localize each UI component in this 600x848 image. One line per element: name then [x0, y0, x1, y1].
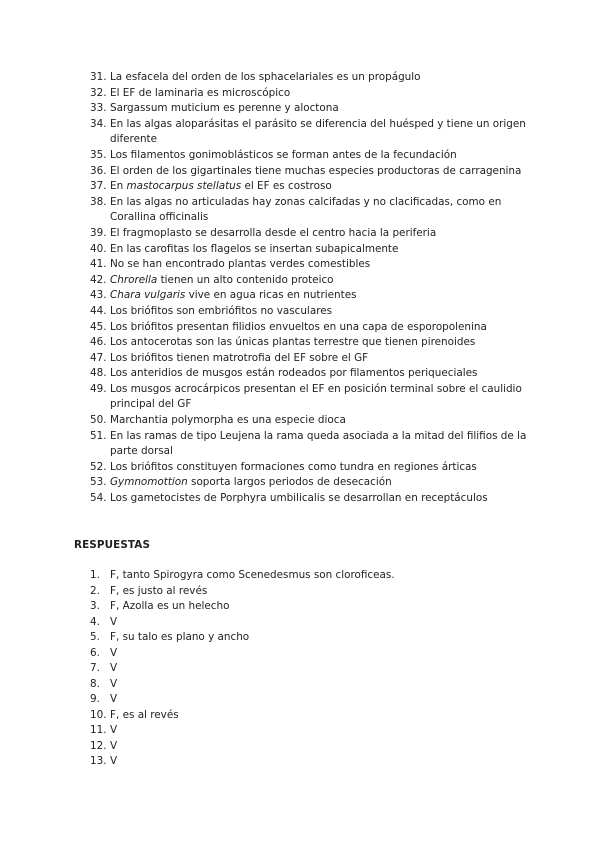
answer-item-number: 6. [90, 646, 100, 659]
question-item-text-italic: Chrorella [110, 273, 158, 286]
question-item-number: 49. [90, 382, 107, 395]
question-item-number: 47. [90, 351, 107, 364]
answer-item-number: 13. [90, 755, 107, 767]
questions-list [90, 70, 530, 507]
answer-item-text: V [110, 739, 118, 752]
answer-item-number: 10. [90, 708, 107, 721]
answer-item [90, 646, 490, 662]
question-item-text-italic: Gymnomottion [110, 476, 188, 489]
question-item-number: 31. [90, 71, 107, 83]
question-item-text: El EF de laminaria es microscópico [110, 86, 291, 99]
question-item-number: 37. [90, 180, 107, 193]
question-item-text: Los briófitos constituyen formaciones como tundra en regiones árticas [110, 460, 477, 473]
question-item-text-italic: Chara vulgaris [110, 289, 186, 302]
answer-item-number: 9. [90, 693, 100, 705]
answer-item-number: 4. [90, 615, 100, 628]
question-item-text: Los gametocistes de Porphyra umbilicalis se desarrollan en receptáculos [110, 492, 488, 505]
question-item-text-post: soporta largos periodos de desecación [187, 476, 392, 489]
question-item-number: 54. [90, 492, 107, 505]
question-item-text: Los briófitos tienen matrotrofia del EF sobre el GF [110, 351, 369, 364]
question-item-text [110, 274, 334, 286]
question-item [90, 86, 530, 102]
question-item [90, 195, 530, 226]
question-item-text-pre: En [110, 180, 127, 193]
answer-item-text: V [110, 693, 118, 705]
question-item [90, 475, 530, 491]
question-item-text [110, 180, 332, 192]
question-item [90, 413, 530, 429]
question-item-number: 50. [90, 414, 107, 427]
question-item-text: En las ramas de tipo Leujena la rama queda asociada a la mitad del filifios de la parte dorsal [110, 429, 527, 458]
answer-item-text: V [110, 755, 118, 767]
question-item-text: Los filamentos gonimoblásticos se forman antes de la fecundación [110, 148, 457, 161]
question-item [90, 148, 530, 164]
question-item [90, 164, 530, 180]
answer-item-number: 5. [90, 631, 100, 643]
question-item-number: 40. [90, 242, 107, 255]
question-item-text: En las algas no articuladas hay zonas calcifadas y no clacificadas, como en Corallina officinalis [110, 195, 502, 224]
answers-heading: RESPUESTAS [74, 539, 151, 551]
answer-item-number: 3. [90, 600, 100, 612]
question-item-text: La esfacela del orden de los sphacelariales es un propágulo [110, 71, 421, 83]
answer-item [90, 584, 490, 600]
answer-item-number: 11. [90, 724, 107, 736]
answer-item [90, 615, 490, 631]
question-item-text: El fragmoplasto se desarrolla desde el centro hacia la periferia [110, 226, 437, 239]
question-item-text: Marchantia polymorpha es una especie dioca [110, 414, 346, 427]
question-item-number: 42. [90, 273, 107, 286]
question-item-text: En las algas aloparásitas el parásito se diferencia del huésped y tiene un origen diferente [110, 117, 526, 146]
question-item-number: 32. [90, 86, 107, 99]
question-item-text: Los musgos acrocárpicos presentan el EF en posición terminal sobre el caulidio principal del GF [110, 382, 522, 411]
question-item-text: Sargassum muticium es perenne y aloctona [110, 102, 339, 115]
question-item [90, 179, 530, 195]
answer-item-number: 8. [90, 677, 100, 690]
answer-item-text: V [110, 646, 118, 659]
answer-item [90, 599, 490, 615]
question-item [90, 429, 530, 460]
question-item-text: Los anteridios de musgos están rodeados por filamentos periqueciales [110, 367, 478, 380]
question-item [90, 101, 530, 117]
question-item [90, 288, 530, 304]
answer-item-text: F, Azolla es un helecho [110, 600, 230, 612]
answer-item [90, 723, 490, 739]
question-item-text: En las carofitas los flagelos se insertan subapicalmente [110, 242, 399, 255]
question-item-number: 44. [90, 304, 107, 317]
question-item-number: 48. [90, 367, 107, 380]
answer-item-text: V [110, 677, 118, 690]
answer-item-text: V [110, 615, 118, 628]
question-item [90, 460, 530, 476]
question-item-text-post: vive en agua ricas en nutrientes [185, 289, 357, 302]
question-item-text: Los briófitos son embriófitos no vasculares [110, 304, 333, 317]
question-item [90, 335, 530, 351]
question-item [90, 382, 530, 413]
question-item-number: 46. [90, 336, 107, 349]
answer-item-text: F, es al revés [110, 708, 179, 721]
question-item-number: 38. [90, 195, 107, 208]
question-item-text [110, 289, 357, 301]
answer-item [90, 708, 490, 724]
question-item-number: 45. [90, 320, 107, 333]
answer-item-text: V [110, 662, 118, 674]
question-item-number: 33. [90, 102, 107, 115]
question-item [90, 242, 530, 258]
answer-item [90, 677, 490, 693]
question-item-number: 36. [90, 164, 107, 177]
question-item [90, 366, 530, 382]
question-item-text-italic: mastocarpus stellatus [126, 180, 242, 193]
answer-item-text: F, es justo al revés [110, 584, 208, 597]
question-item [90, 257, 530, 273]
question-item-text-post: el EF es costroso [241, 180, 332, 193]
answer-item-number: 7. [90, 662, 100, 674]
answer-item-text: F, su talo es plano y ancho [110, 631, 250, 643]
question-item [90, 273, 530, 289]
question-item-number: 34. [90, 117, 107, 130]
question-item [90, 351, 530, 367]
answer-item-text: V [110, 724, 118, 736]
answer-item [90, 692, 490, 708]
question-item-number: 43. [90, 289, 107, 302]
question-item [90, 70, 530, 86]
question-item-text: Los antocerotas son las únicas plantas terrestre que tienen pirenoides [110, 336, 476, 349]
answer-item [90, 568, 490, 584]
answer-item-text: F, tanto Spirogyra como Scenedesmus son cloroficeas. [110, 569, 395, 581]
question-item-number: 35. [90, 148, 107, 161]
question-item [90, 117, 530, 148]
question-item-number: 53. [90, 476, 107, 489]
answer-item [90, 630, 490, 646]
answer-item-number: 1. [90, 569, 100, 581]
question-item [90, 304, 530, 320]
question-item-text: No se han encontrado plantas verdes comestibles [110, 258, 371, 271]
question-item [90, 226, 530, 242]
answer-item [90, 661, 490, 677]
question-item-number: 39. [90, 226, 107, 239]
question-item-text [110, 476, 392, 488]
answer-item-number: 2. [90, 584, 100, 597]
answer-item [90, 739, 490, 755]
question-item-text: El orden de los gigartinales tiene muchas especies productoras de carragenina [110, 164, 522, 177]
question-item-text: Los briófitos presentan filidios envueltos en una capa de esporopolenina [110, 320, 487, 333]
answer-item-number: 12. [90, 739, 107, 752]
question-item-number: 41. [90, 258, 107, 271]
answers-list [90, 568, 490, 770]
question-item-number: 52. [90, 460, 107, 473]
answer-item [90, 754, 490, 770]
question-item-number: 51. [90, 429, 107, 442]
question-item-text-post: tienen un alto contenido proteico [157, 273, 334, 286]
question-item [90, 320, 530, 336]
question-item [90, 491, 530, 507]
